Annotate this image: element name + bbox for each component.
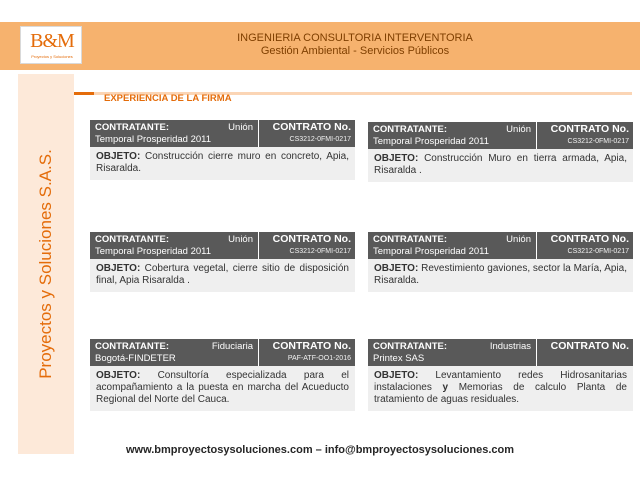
objeto-text: Construcción cierre muro en concreto, Apia, Risaralda. [96, 151, 349, 174]
contratante-label: CONTRATANTE: [373, 234, 448, 245]
card-header [368, 122, 633, 149]
card-body [90, 259, 355, 292]
contratante-name: Fiduciaria [211, 341, 253, 352]
contratante-name-cont: Printex SAS [373, 353, 425, 364]
objeto-label: OBJETO: [374, 263, 419, 274]
footer-contact: www.bmproyectosysoluciones.com – info@bmproyectosysoluciones.com [125, 444, 515, 456]
contract-number-box [536, 232, 633, 259]
objeto-text-cont: Memorias de calculo Planta de tratamiento de aguas residuales. [374, 382, 627, 405]
logo-subtitle: Proyectos y Soluciones [31, 54, 73, 59]
contratante-label: CONTRATANTE: [373, 124, 448, 135]
contract-number-box [258, 339, 355, 366]
contrato-label: CONTRATO No. [550, 233, 629, 245]
contract-number-box [258, 120, 355, 147]
header-subtitle: Gestión Ambiental - Servicios Públicos [260, 45, 450, 57]
contrato-label: CONTRATO No. [272, 233, 351, 245]
logo-mark: B&M [30, 30, 74, 52]
objeto-text-bold: y [442, 382, 449, 393]
objeto-label: OBJETO: [96, 263, 141, 274]
contratante-name: Unión [228, 234, 253, 245]
contract-number: CS3212-0FMI-0217 [567, 248, 629, 255]
contrato-label: CONTRATO No. [272, 340, 351, 352]
card-header [90, 232, 355, 259]
contract-number-box [536, 122, 633, 149]
contratante-label: CONTRATANTE: [373, 341, 448, 352]
objeto-text: Cobertura vegetal, cierre sitio de disposición final, Apia Risaralda . [96, 263, 349, 286]
contract-number: PAF-ATF-OO1-2016 [287, 355, 351, 362]
card-body [368, 366, 633, 411]
card-body [368, 259, 633, 292]
contract-card [368, 122, 633, 182]
objeto-text: Levantamiento redes Hidrosanitarias instalaciones [374, 370, 627, 393]
contratante-name: Unión [228, 122, 253, 133]
card-header [90, 339, 355, 366]
objeto-label: OBJETO: [374, 370, 419, 381]
contract-number: CS3212-0FMI-0217 [567, 138, 629, 145]
objeto-label: OBJETO: [96, 151, 141, 162]
card-header [368, 339, 633, 366]
contract-number-box [536, 339, 633, 366]
objeto-label: OBJETO: [96, 370, 141, 381]
objeto-text: Revestimiento gaviones, sector la María, Apia, Risaralda. [374, 263, 627, 286]
contratante-name-cont: Temporal Prosperidad 2011 [373, 136, 490, 147]
contratante-name-cont: Temporal Prosperidad 2011 [373, 246, 490, 257]
objeto-label: OBJETO: [374, 153, 419, 164]
contratante-label: CONTRATANTE: [95, 122, 170, 133]
contract-card [368, 339, 633, 411]
contract-card [90, 339, 355, 411]
objeto-text: Construcción Muro en tierra armada, Apia, Risaralda . [374, 153, 627, 176]
header-title: INGENIERIA CONSULTORIA INTERVENTORIA [237, 32, 473, 44]
contratante-label: CONTRATANTE: [95, 341, 170, 352]
section-title: EXPERIENCIA DE LA FIRMA [104, 93, 232, 104]
contrato-label: CONTRATO No. [550, 123, 629, 135]
company-logo [20, 26, 82, 64]
card-body [90, 147, 355, 180]
contract-number: CS3212-0FMI-0217 [289, 136, 351, 143]
contratante-name: Unión [506, 234, 531, 245]
card-body [90, 366, 355, 411]
contract-card [90, 232, 355, 292]
card-header [368, 232, 633, 259]
objeto-text: Consultoría especializada para el acompañamiento a la puesta en marcha del Acueducto Regional del Norte del Cauca. [96, 370, 349, 405]
side-company-name: Proyectos y Soluciones S.A.S. [36, 149, 55, 379]
contratante-name: Unión [506, 124, 531, 135]
contract-card [368, 232, 633, 292]
contrato-label: CONTRATO No. [550, 340, 629, 352]
contract-card [90, 120, 355, 180]
contratante-name-cont: Temporal Prosperidad 2011 [95, 246, 212, 257]
contratante-name-cont: Temporal Prosperidad 2011 [95, 134, 212, 145]
contratante-name: Industrias [489, 341, 531, 352]
contract-number-box [258, 232, 355, 259]
contract-number: CS3212-0FMI-0217 [289, 248, 351, 255]
card-body [368, 149, 633, 182]
contratante-name-cont: Bogotá-FINDETER [95, 353, 176, 364]
contrato-label: CONTRATO No. [272, 121, 351, 133]
card-header [90, 120, 355, 147]
contratante-label: CONTRATANTE: [95, 234, 170, 245]
